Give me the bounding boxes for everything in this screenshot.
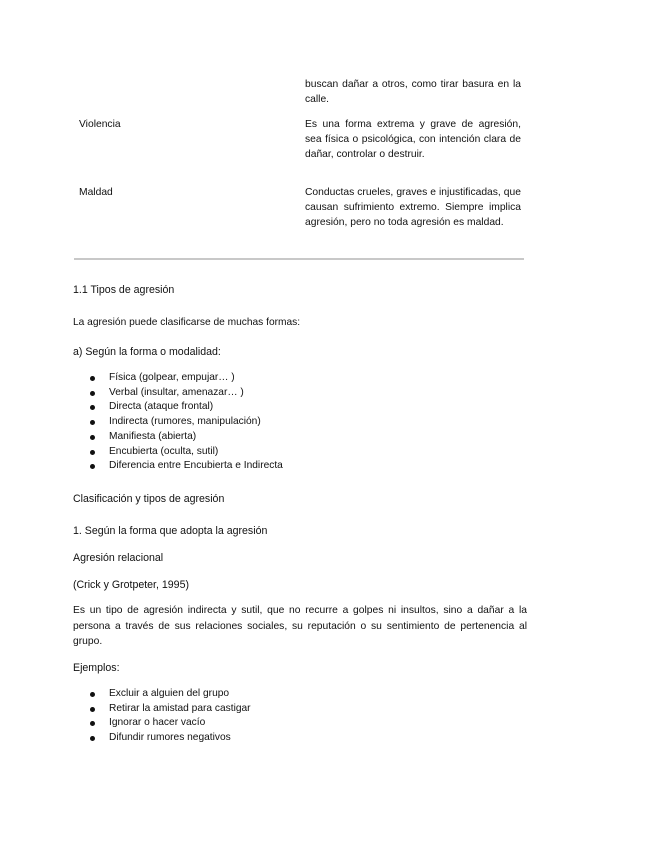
table-definition-1: buscan dañar a otros, como tirar basura en la calle.	[305, 79, 521, 106]
table-definition-maldad: Conductas crueles, graves e injustificadas, que causan sufrimiento extremo. Siempre implica agresión, pero no toda agresión es maldad.	[305, 187, 521, 229]
table-term-violencia: Violencia	[79, 119, 121, 130]
list-item: Diferencia entre Encubierta e Indirecta	[90, 459, 283, 474]
subheading-a: a) Según la forma o modalidad:	[73, 346, 221, 358]
list-item: Directa (ataque frontal)	[90, 400, 283, 415]
intro-text: La agresión puede clasificarse de muchas formas:	[73, 317, 301, 328]
list-item: Excluir a alguien del grupo	[90, 687, 251, 702]
list-item: Física (golpear, empujar… )	[90, 371, 283, 386]
relational-paragraph: Es un tipo de agresión indirecta y sutil, que no recurre a golpes ni insultos, sino a dañar a la persona a través de sus relaciones sociales, su reputación o su sentimiento de pertenencia al grupo.	[73, 605, 527, 647]
table-definition-violencia: Es una forma extrema y grave de agresión, sea física o psicológica, con intención clara de dañar, controlar o destruir.	[305, 119, 521, 161]
list-item: Retirar la amistad para castigar	[90, 702, 251, 717]
examples-label: Ejemplos:	[73, 662, 120, 674]
list-item: Difundir rumores negativos	[90, 731, 251, 746]
table-bottom-rule	[74, 258, 524, 260]
citation: (Crick y Grotpeter, 1995)	[73, 579, 189, 591]
relational-title: Agresión relacional	[73, 552, 164, 564]
list-modalidad	[90, 371, 283, 474]
list-item: Encubierta (oculta, sutil)	[90, 445, 283, 460]
table-term-maldad: Maldad	[79, 187, 113, 198]
list-examples	[90, 687, 251, 746]
subheading-1: 1. Según la forma que adopta la agresión	[73, 525, 268, 537]
list-item: Ignorar o hacer vacío	[90, 716, 251, 731]
list-item: Indirecta (rumores, manipulación)	[90, 415, 283, 430]
list-item: Manifiesta (abierta)	[90, 430, 283, 445]
list-item: Verbal (insultar, amenazar… )	[90, 386, 283, 401]
section-heading: 1.1 Tipos de agresión	[73, 284, 175, 296]
classification-title: Clasificación y tipos de agresión	[73, 493, 225, 505]
